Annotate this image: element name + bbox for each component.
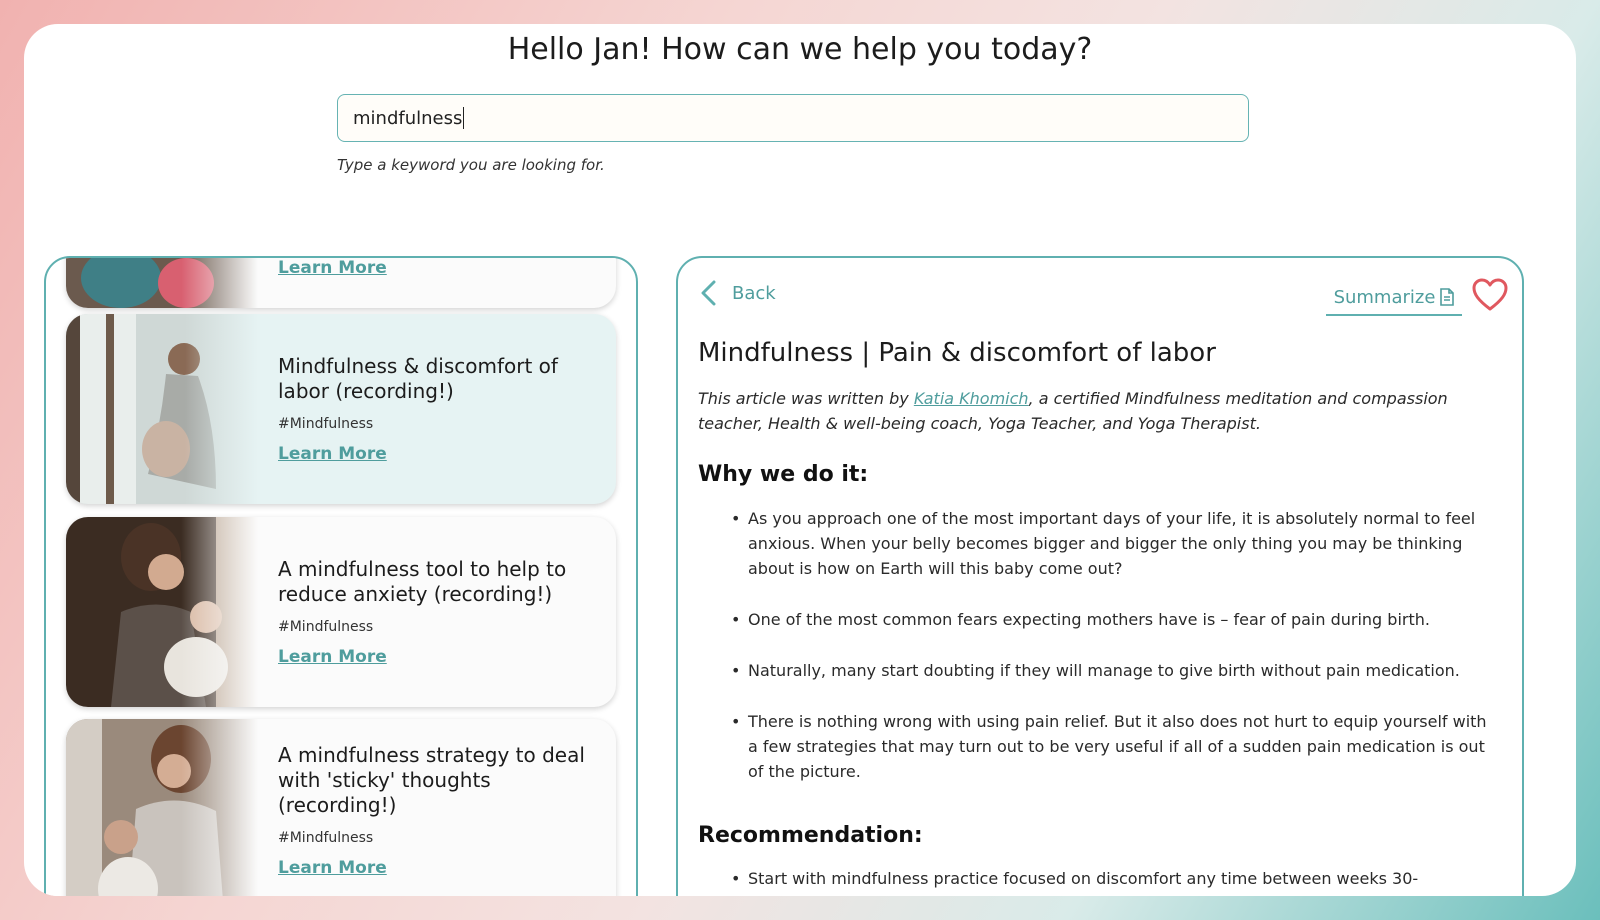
reasons-list [698,506,1498,810]
recommendation-list [698,866,1498,896]
learn-more-link[interactable]: Learn More [278,258,387,278]
summarize-button[interactable] [1326,280,1462,316]
list-item: • Naturally, many start doubting if they will manage to give birth without pain medication. [698,658,1498,683]
card-tag: #Mindfulness [278,830,374,846]
list-item: • Start with mindfulness practice focused on discomfort any time between weeks 30- [698,866,1498,891]
results-list-panel[interactable] [44,256,638,896]
article-panel[interactable] [676,256,1524,896]
list-item: • One of the most common fears expecting mothers have is – fear of pain during birth. [698,607,1498,632]
byline-prefix: This article was written by [698,389,914,408]
document-icon [1440,288,1454,306]
article-byline [698,386,1498,436]
search-hint: Type a keyword you are looking for. [337,156,605,174]
card-body [278,256,598,308]
heart-outline-icon[interactable] [1472,278,1508,312]
byline-suffix: , a certified Mindfulness meditation and compassion teacher, Health & well-being coach, Yoga Teacher, and Yoga Therapist. [698,389,1448,433]
summarize-label: Summarize [1333,286,1436,308]
back-label: Back [732,282,776,304]
app-window [24,24,1576,896]
card-body [278,314,598,504]
list-item: • There is nothing wrong with using pain relief. But it also does not hurt to equip yourself with a few strategies that may turn out to be very useful if all of a sudden pain medication is out of the picture. [698,709,1498,784]
result-card[interactable] [66,256,616,308]
card-title: A mindfulness strategy to deal with 'sticky' thoughts (recording!) [278,743,585,817]
article-title: Mindfulness | Pain & discomfort of labor [698,338,1216,368]
text-caret [463,107,464,129]
result-card[interactable] [66,314,616,504]
back-button[interactable] [698,280,776,306]
card-body [278,719,598,896]
section-heading: Recommendation: [698,823,923,848]
card-thumbnail [66,314,258,504]
search-input[interactable] [337,94,1249,142]
section-heading: Why we do it: [698,462,869,487]
card-title: Mindfulness & discomfort of labor (recording!) [278,354,558,403]
result-card[interactable] [66,719,616,896]
author-link[interactable]: Katia Khomich [913,389,1029,408]
card-thumbnail [66,719,258,896]
card-tag: #Mindfulness [278,619,374,635]
card-thumbnail [66,256,258,308]
chevron-left-icon [698,280,720,306]
search-input-value: mindfulness [353,107,463,129]
greeting-heading: Hello Jan! How can we help you today? [507,32,1093,67]
card-title: A mindfulness tool to help to reduce anxiety (recording!) [278,557,567,606]
card-thumbnail [66,517,258,707]
learn-more-link[interactable]: Learn More [278,858,387,878]
learn-more-link[interactable]: Learn More [278,647,387,667]
learn-more-link[interactable]: Learn More [278,444,387,464]
list-item: • As you approach one of the most important days of your life, it is absolutely normal to feel anxious. When your belly becomes bigger and bigger the only thing you may be thinking about is how on Earth will this baby come out? [698,506,1498,581]
card-tag: #Mindfulness [278,416,374,432]
card-body [278,517,598,707]
result-card[interactable] [66,517,616,707]
